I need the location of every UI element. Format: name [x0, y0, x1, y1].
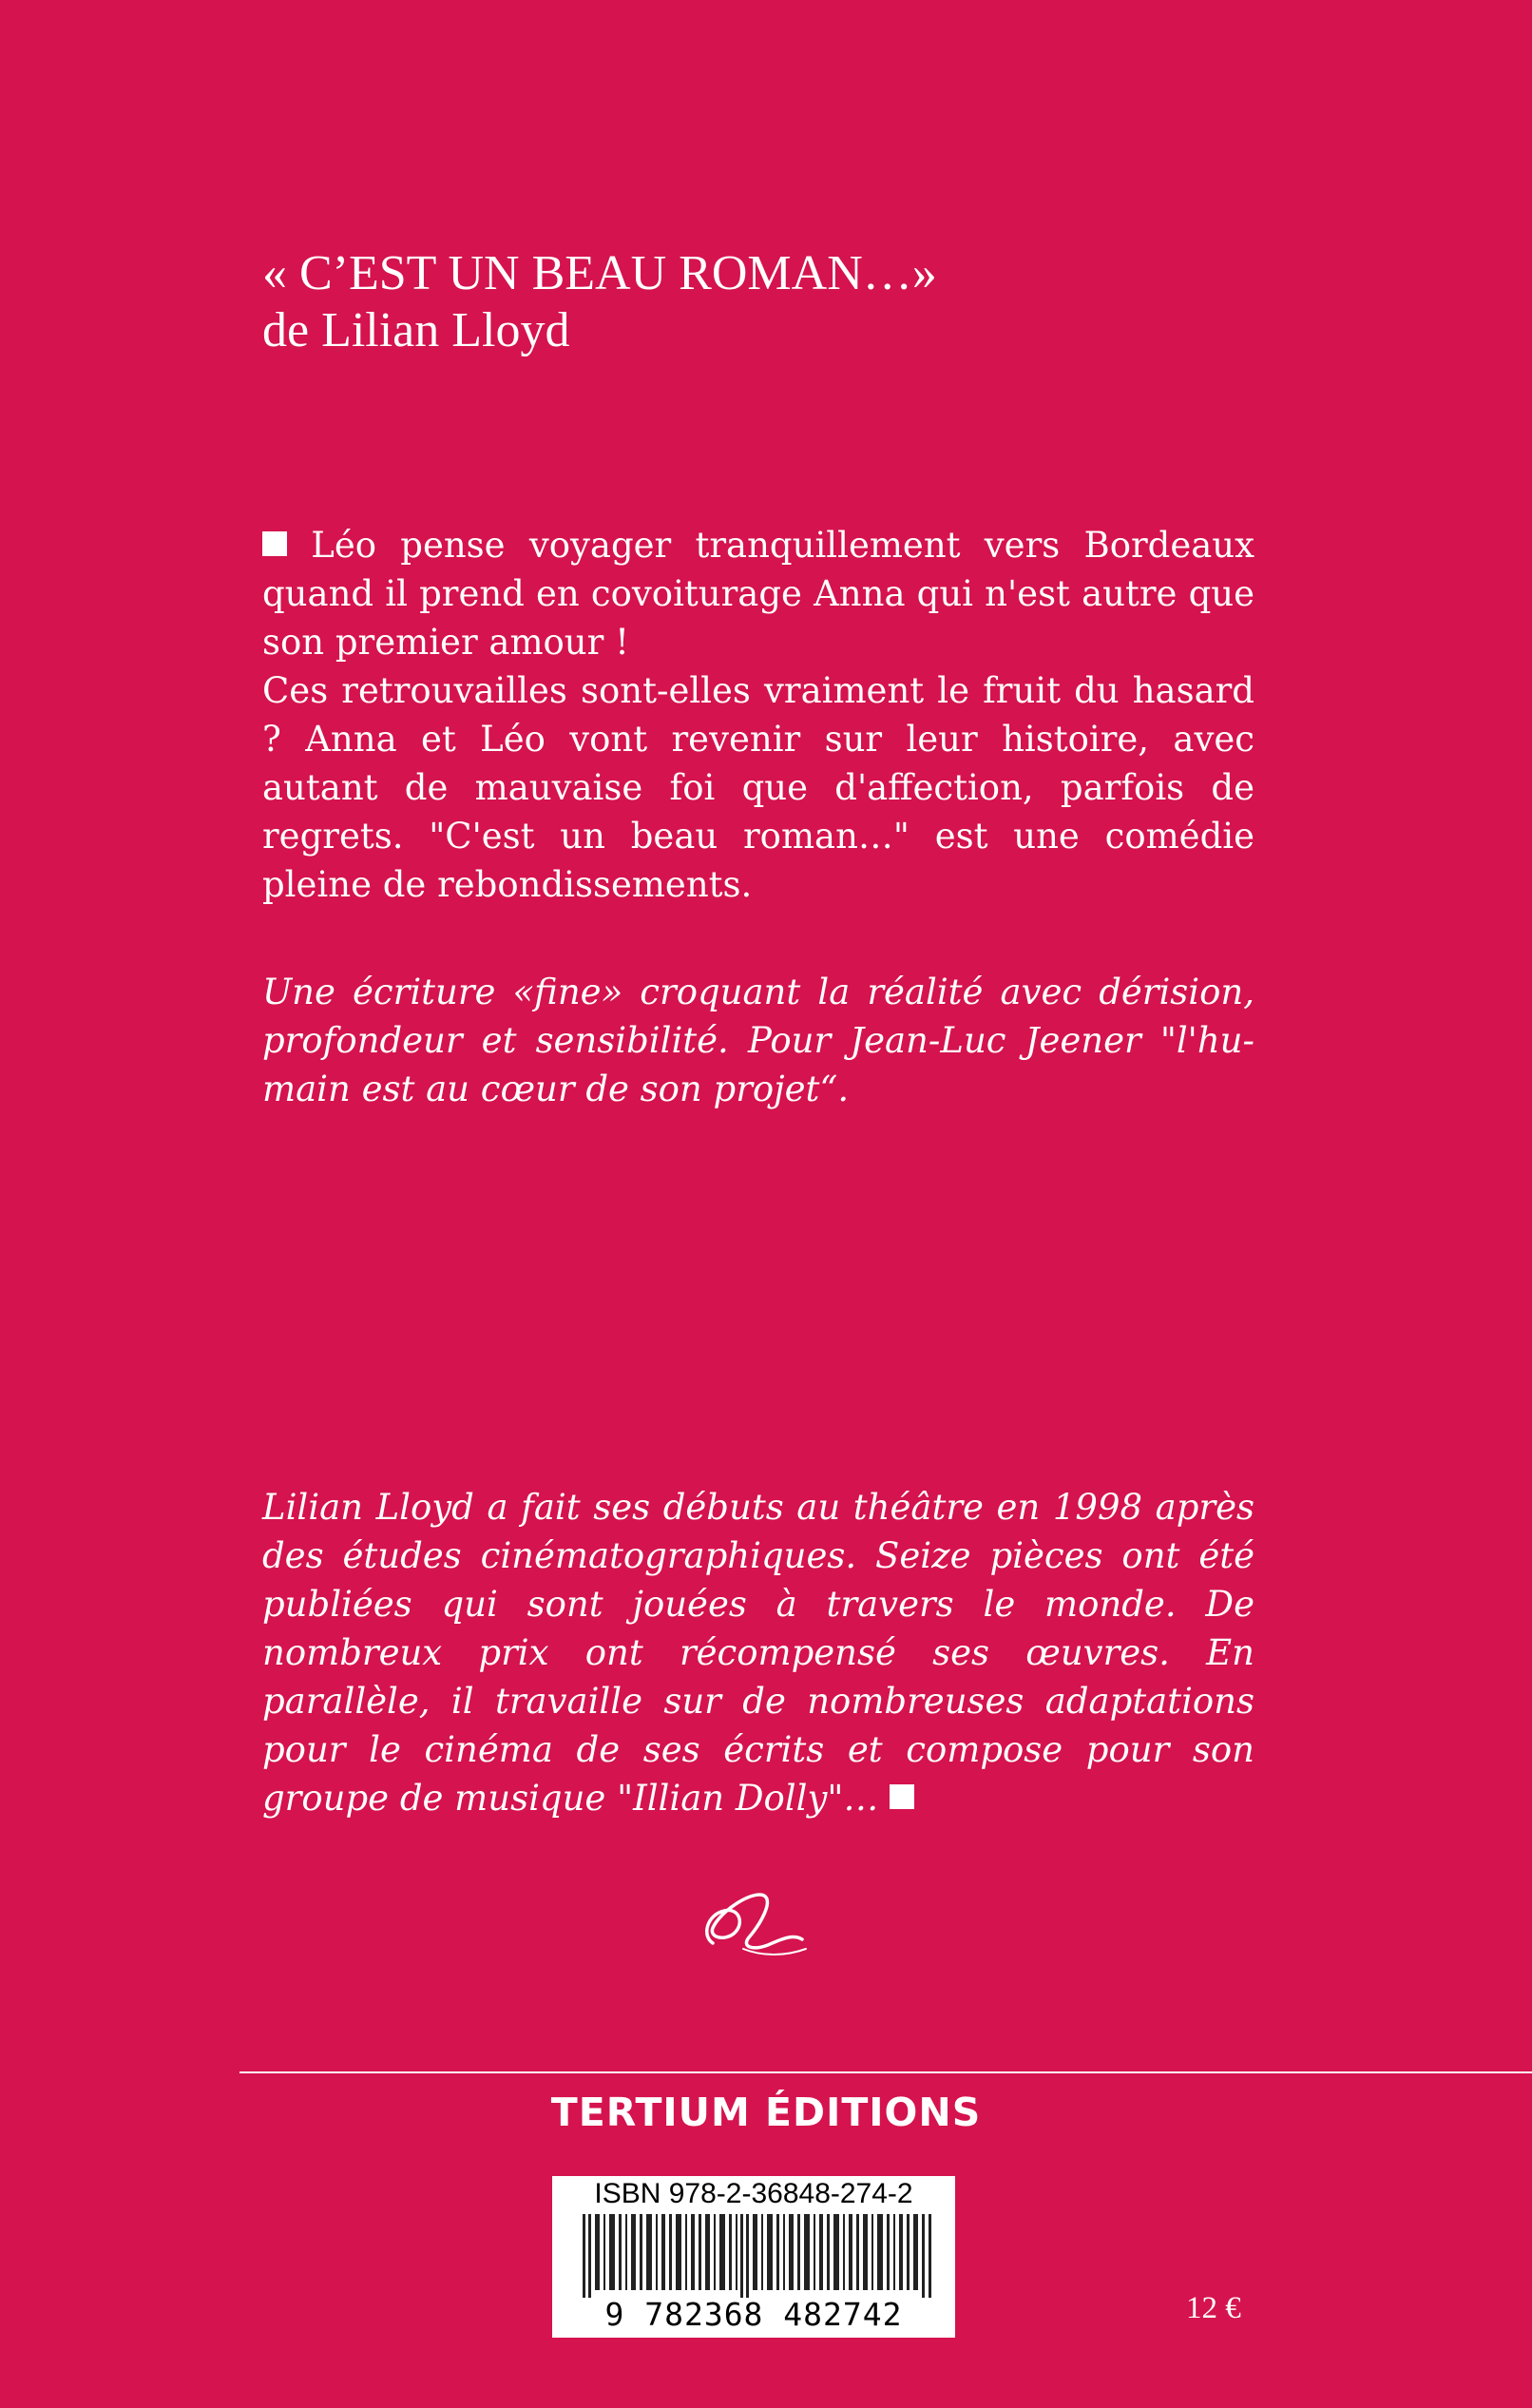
book-author: de Lilian Lloyd [262, 303, 570, 357]
isbn-label: ISBN 978-2-36848-274-2 [594, 2178, 913, 2209]
ean-number: 9 782368 482742 [604, 2296, 903, 2333]
publisher-logo-icon [686, 1882, 819, 1968]
square-end-icon [890, 1784, 914, 1809]
price: 12 € [1186, 2291, 1241, 2325]
book-title-block [262, 245, 1308, 359]
book-title: « C’EST UN BEAU ROMAN…» [262, 246, 937, 300]
bio-text: Lilian Lloyd a fait ses débuts au théâtre en 1998 après des études cinématographiques. Seize pièces ont été publiées qui sont jouées à travers le monde. De nombreux prix ont récompensé ses œuvres. En parallèle, il travaille sur de nombreuses adaptations pour le cinéma de ses écrits et compose pour son groupe de musique "Illian Dolly"… [262, 1487, 1254, 1819]
summary-paragraph-2: Ces retrouvailles sont-elles vraiment le fruit du hasard ? Anna et Léo vont revenir sur leur histoire, avec autant de mauvaise foi que d'affection, parfois de regrets. "C'est un beau roman…" est une comédie pleine de rebondissements. [262, 670, 1254, 905]
review-paragraph: Une écriture «fine» croquant la réalité avec dérision, profondeur et sensibilité. Pour Jean-Luc Jeener "l'hu-main est au cœur de son projet“. [262, 972, 1254, 1109]
barcode-bars [583, 2214, 936, 2298]
divider-line [239, 2071, 1532, 2073]
review-text [262, 968, 1254, 1113]
summary-line-1: Léo pense voyager tranquillement vers Bordeaux quand il prend en covoiturage Anna qui n'est autre que son premier amour ! [262, 525, 1254, 663]
square-bullet-icon [262, 531, 287, 556]
bio-paragraph [262, 1483, 1254, 1822]
author-bio [262, 1483, 1254, 1822]
summary-text [262, 521, 1254, 909]
publisher-name: TERTIUM ÉDITIONS [550, 2090, 982, 2135]
isbn-barcode [552, 2176, 955, 2338]
summary-paragraph-1 [262, 521, 1254, 666]
